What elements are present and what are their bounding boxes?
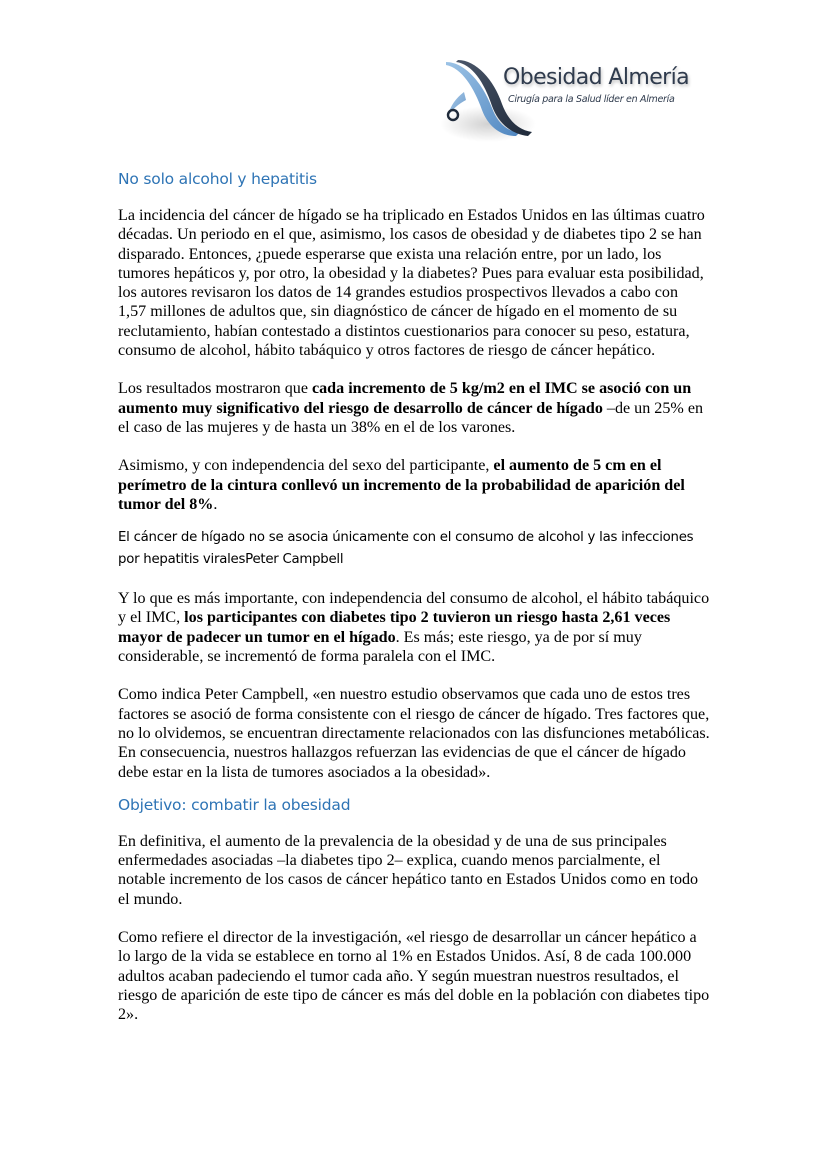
paragraph-6: En definitiva, el aumento de la prevalencia de la obesidad y de una de sus principales enfermedades asociadas –la diabetes tipo 2– explica, cuando menos parcialmente, el notable incremento de los casos de cáncer hepático tanto en Estados Unidos como en todo el mundo.	[118, 832, 699, 908]
paragraph-2-tail: –de un 25% en el caso de las mujeres y de hasta un 38% en el de los varones.	[118, 399, 704, 436]
paragraph-2-bold: cada incremento de 5 kg/m2 en el IMC se asoció con un aumento muy significativo del riesgo de desarrollo de cáncer de hígado	[118, 380, 692, 417]
paragraph-3	[118, 456, 710, 514]
paragraph-4-text: Y lo que es más importante, con independencia del consumo de alcohol, el hábito tabáquico y el IMC,	[118, 590, 710, 627]
logo-title: Obesidad Almería	[503, 65, 689, 90]
obesidad-almeria-logo	[436, 52, 736, 144]
paragraph-2	[118, 379, 710, 437]
paragraph-1: La incidencia del cáncer de hígado se ha triplicado en Estados Unidos en las últimas cuatro décadas. Un periodo en el que, asimismo, los casos de obesidad y de diabetes tipo 2 se han disparado. Entonces, ¿puede esperarse que exista una relación entre, por un lado, los tumores hepáticos y, por otro, la obesidad y la diabetes? Pues para evaluar esta posibilidad, los autores revisaron los datos de 14 grandes estudios prospectivos llevados a cabo con 1,57 millones de adultos que, sin diagnóstico de cáncer de hígado en el momento de su reclutamiento, habían contestado a distintos cuestionarios para conocer su peso, estatura, consumo de alcohol, hábito tabáquico y otros factores de riesgo de cáncer hepático.	[118, 207, 705, 360]
section-heading-2: Objetivo: combatir la obesidad	[118, 795, 351, 814]
paragraph-4-bold: los participantes con diabetes tipo 2 tuvieron un riesgo hasta 2,61 veces mayor de padecer un tumor en el hígado	[118, 609, 671, 646]
paragraph-3-bold: el aumento de 5 cm en el perímetro de la cintura conllevó un incremento de la probabilidad de aparición del tumor del 8%	[118, 457, 685, 513]
section-heading-1: No solo alcohol y hepatitis	[118, 170, 317, 188]
paragraph-4-tail: . Es más; este riesgo, ya de por sí muy considerable, se incrementó de forma paralela con el IMC.	[118, 628, 642, 666]
paragraph-7: Como refiere el director de la investigación, «el riesgo de desarrollar un cáncer hepático a lo largo de la vida se establece en torno al 1% en Estados Unidos. Así, 8 de cada 100.000 adultos acaban padeciendo el tumor cada año. Y según muestran nuestros resultados, el riesgo de aparición de este tipo de cáncer es más del doble en la población con diabetes tipo 2».	[118, 929, 710, 1024]
paragraph-5: Como indica Peter Campbell, «en nuestro estudio observamos que cada uno de estos tres factores se asoció de forma consistente con el riesgo de cáncer de hígado. Tres factores que, no lo olvidemos, se encuentran directamente relacionados con las disfunciones metabólicas. En consecuencia, nuestros hallazgos refuerzan las evidencias de que el cáncer de hígado debe estar en la lista de tumores asociados a la obesidad».	[118, 686, 710, 781]
logo-tagline: Cirugía para la Salud líder en Almería	[508, 94, 675, 105]
article-body	[118, 168, 710, 1025]
image-caption: El cáncer de hígado no se asocia únicamente con el consumo de alcohol y las infecciones por hepatitis viralesPeter Campbell	[118, 530, 694, 568]
paragraph-2-text: Los resultados mostraron que	[118, 380, 312, 398]
paragraph-3-text: Asimismo, y con independencia del sexo del participante,	[118, 457, 494, 475]
paragraph-3-tail: .	[213, 495, 218, 513]
paragraph-4	[118, 589, 710, 666]
